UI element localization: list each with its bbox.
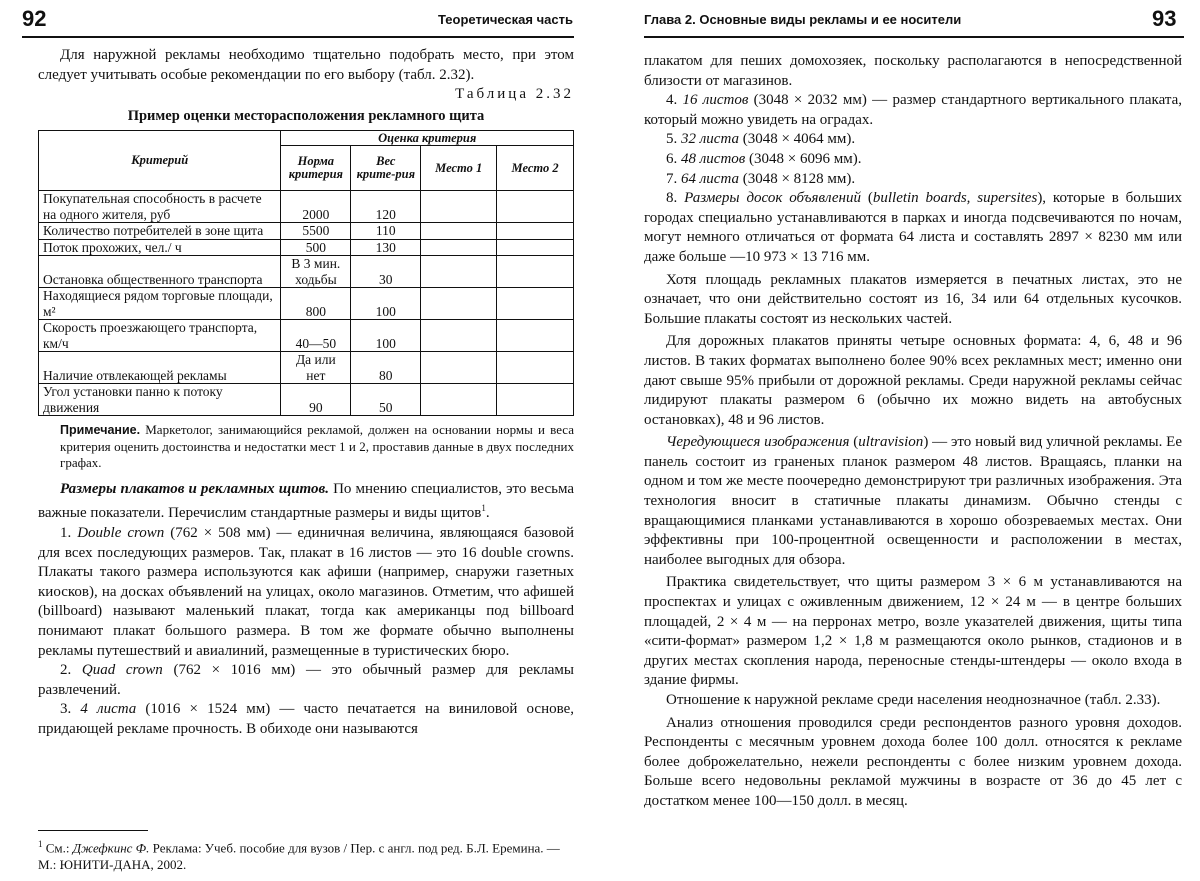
item-name: 48 листов [681, 150, 746, 167]
criterion-cell: Наличие отвлекающей рекламы [39, 352, 281, 384]
place1-cell [421, 191, 497, 223]
criterion-cell: Находящиеся рядом торговые площади, м² [39, 288, 281, 320]
item-name: Размеры досок объявлений [684, 190, 861, 207]
footnote-ref: 1 [481, 503, 486, 514]
weight-cell: 80 [351, 352, 421, 384]
table-title: Пример оценки месторасположения рекламного щита [127, 107, 485, 124]
place1-cell [421, 256, 497, 288]
criterion-cell: Остановка общественного транспорта [39, 256, 281, 288]
place1-cell [421, 352, 497, 384]
table-row [39, 239, 574, 256]
item-name: 32 листа [681, 131, 739, 148]
left-body [38, 46, 574, 740]
criterion-cell: Поток прохожих, чел./ ч [39, 239, 281, 256]
paragraph: Отношение к наружной рекламе среди населения неоднозначное (табл. 2.33). [666, 692, 1161, 708]
norm-cell: 90 [281, 384, 351, 416]
paren: ( [867, 190, 873, 207]
item-number: 5. [666, 131, 678, 148]
paragraph-text: ) — это новый вид уличной рекламы. Ее панель состоит из граненых планок размером 48 листов. Вращаясь, планки на одном и том же месте поочередно демонстрируют три различных изображения. Эта технология вносит в статичные плакаты динамизм. Обычно стенды с вращающимися планками устанавливаются в хорошо обозреваемых местах. Они эффективны при 100-процентной освещенности и расположении в местах, наиболее выгодных для обзора. [644, 434, 1182, 568]
paragraph: Практика свидетельствует, что щиты размером 3 × 6 м устанавливаются на проспектах и улицах с оживленным движением, 12 × 24 м — в центре больших площадей, 2 × 4 м — на перронах метро, возле указателей движения, щиты типа «сити-формат» размером 1,2 × 1,8 м размещаются около рынков, стадионов и в других местах скопления народа, переносные стенды-штендеры — около входа в здание фирмы. [644, 574, 1182, 689]
place1-cell [421, 384, 497, 416]
place1-cell [421, 320, 497, 352]
term: Чередующиеся изображения [666, 434, 850, 451]
table-row [39, 223, 574, 240]
norm-cell: В 3 мин. ходьбы [281, 256, 351, 288]
item-text: ), которые в больших городах специально устанавливаются в парках и иногда подсвечиваются по ночам, могут немного отличаться от формата 64 листа и составлять 2897 × 8230 мм или даже больше —10 973 × 13 716 мм. [644, 190, 1183, 265]
table-row [39, 384, 574, 416]
header-rule [22, 36, 574, 38]
intro-paragraph: Для наружной рекламы необходимо тщательно подобрать место, при этом следует учитывать особые рекомендации по его выбору (табл. 2.32). [38, 47, 574, 83]
list-item [644, 189, 1182, 267]
item-name: 4 листа [80, 701, 137, 718]
item-text: (3048 × 2032 мм) — размер стандартного вертикального плаката, который можно увидеть на оградах. [644, 92, 1183, 128]
table-row [39, 256, 574, 288]
item-text: (3048 × 4064 мм). [742, 131, 856, 148]
col-weight: Вес крите-рия [351, 146, 421, 191]
footnote-mark: 1 [38, 839, 43, 849]
paren: ( [853, 434, 859, 451]
item-number: 4. [666, 92, 678, 109]
norm-cell: 500 [281, 239, 351, 256]
weight-cell: 120 [351, 191, 421, 223]
table-row [39, 288, 574, 320]
page-number: 92 [22, 6, 47, 31]
paragraph: Анализ отношения проводился среди респондентов разного уровня доходов. Респонденты с месячным уровнем дохода более 100 долл. относятся к рекламе более доброжелательно, нежели респонденты с более низким уровнем дохода. Больше всего недовольны рекламой мужчины в возрасте от 36 до 45 лет с достатком менее 100—150 долл. в месяц. [644, 714, 1182, 809]
place2-cell [497, 223, 574, 240]
place1-cell [421, 239, 497, 256]
sizes-heading: Размеры плакатов и рекламных щитов. [60, 480, 329, 497]
place2-cell [497, 320, 574, 352]
place1-cell [421, 288, 497, 320]
norm-cell: 5500 [281, 223, 351, 240]
item-number: 2. [60, 662, 72, 679]
list-item [38, 524, 574, 661]
item-text: (762 × 1016 мм) — это обычный размер для рекламы развлечений. [38, 662, 575, 698]
list-item [38, 700, 574, 739]
col-place1: Место 1 [421, 146, 497, 191]
criterion-cell: Покупательная способность в расчете на одного жителя, руб [39, 191, 281, 223]
place2-cell [497, 191, 574, 223]
place2-cell [497, 256, 574, 288]
item-number: 7. [666, 170, 678, 187]
criterion-cell: Количество потребителей в зоне щита [39, 223, 281, 240]
col-place2: Место 2 [497, 146, 574, 191]
footnote [38, 836, 574, 873]
paragraph: Хотя площадь рекламных плакатов измеряется в печатных листах, это не означает, что они действительно состоят из 16, 34 или 64 отдельных кусочков. Большие плакаты состоят из нескольких частей. [644, 271, 1182, 327]
paragraph: Для дорожных плакатов приняты четыре основных формата: 4, 6, 48 и 96 листов. В таких форматах выполнено более 90% всех рекламных мест; именно они дают свыше 95% прибыли от дорожной рекламы. Среди наружной рекламы сейчас лидируют плакаты размером 6 (обычно их можно видеть на автобусных остановках), 48 и 96 листов. [644, 333, 1182, 428]
note-text: Маркетолог, занимающийся рекламой, должен на основании нормы и веса критерия оценить достоинства и недостатки мест 1 и 2, проставив данные в двух последних графах. [60, 422, 575, 471]
weight-cell: 30 [351, 256, 421, 288]
table-note [38, 422, 574, 472]
list-item [644, 170, 1182, 190]
norm-cell: Да или нет [281, 352, 351, 384]
item-name: 64 листа [681, 170, 739, 187]
item-number: 6. [666, 150, 678, 167]
footnote-text: Реклама: Учеб. пособие для вузов / Пер. с англ. под ред. Б.Л. Еремина. — М.: ЮНИТИ-ДАНА, 2002. [38, 840, 560, 873]
running-head: Глава 2. Основные виды рекламы и ее носители [644, 12, 962, 27]
place1-cell [421, 223, 497, 240]
place2-cell [497, 352, 574, 384]
weight-cell: 100 [351, 320, 421, 352]
criterion-cell: Скорость проезжающего транспорта, км/ч [39, 320, 281, 352]
english-term: ultravision [858, 434, 924, 451]
note-label: Примечание. [60, 423, 141, 438]
sizes-intro: По мнению специалистов, это весьма важные показатели. Перечислим стандартные размеры и виды щитов [38, 480, 575, 522]
col-criterion: Критерий [39, 131, 281, 191]
item-number: 8. [666, 190, 678, 207]
item-name: Quad crown [81, 662, 163, 679]
item-english-term: bulletin boards, supersites [872, 190, 1038, 207]
weight-cell: 110 [351, 223, 421, 240]
weight-cell: 100 [351, 288, 421, 320]
place2-cell [497, 239, 574, 256]
list-item [38, 661, 574, 700]
item-text: (3048 × 8128 мм). [742, 170, 856, 187]
place2-cell [497, 288, 574, 320]
weight-cell: 50 [351, 384, 421, 416]
norm-cell: 2000 [281, 191, 351, 223]
footnote-prefix: См.: [45, 840, 70, 856]
col-norm: Норма критерия [281, 146, 351, 191]
table-row [39, 352, 574, 384]
item-name: 16 листов [682, 92, 749, 109]
table-row [39, 191, 574, 223]
running-head: Теоретическая часть [438, 12, 573, 27]
place2-cell [497, 384, 574, 416]
item-number: 1. [60, 525, 72, 542]
item-number: 3. [60, 701, 72, 718]
paragraph [644, 433, 1182, 570]
continued-paragraph: плакатом для пеших домохозяек, поскольку располагаются в непосредственной близости от магазинов. [644, 53, 1182, 89]
group-header: Оценка критерия [281, 131, 574, 146]
list-item [644, 150, 1182, 170]
item-text: (1016 × 1524 мм) — часто печатается на виниловой основе, придающей рекламе прочность. В обиходе они называются [38, 701, 575, 737]
item-name: Double crown [77, 525, 165, 542]
page-number: 93 [1152, 6, 1177, 31]
footnote-author: Джефкинс Ф. [72, 840, 150, 856]
right-body [644, 52, 1182, 812]
footnote-rule [38, 830, 148, 831]
item-text: (3048 × 6096 мм). [749, 150, 862, 167]
table-number: Таблица 2.32 [455, 86, 574, 103]
table-row [39, 320, 574, 352]
sizes-paragraph: Размеры плакатов и рекламных щитов. По мнению специалистов, это весьма важные показатели. Перечислим стандартные размеры и виды щитов$^1$. [38, 480, 575, 522]
location-table [38, 130, 574, 416]
list-item [644, 130, 1182, 150]
right-page [600, 0, 1200, 881]
item-text: (762 × 508 мм) — единичная величина, являющаяся базовой для всех последующих размеров. Так, плакат в 16 листов — это 16 double crowns. Плакаты такого размера используются как афиши (например, снаружи газетных киосков), на досках объявлений на улицах, около магазинов. Отметим, что афишей (billboard) называют маленький плакат, тогда как американцы под billboard понимают плакат большого размера. В том же формате обычно выполнены рекламы путешествий и авиалиний, размещенные в туристических бюро. [38, 525, 575, 659]
header-rule [644, 36, 1184, 38]
weight-cell: 130 [351, 239, 421, 256]
norm-cell: 800 [281, 288, 351, 320]
list-item [644, 91, 1182, 130]
criterion-cell: Угол установки панно к потоку движения [39, 384, 281, 416]
norm-cell: 40—50 [281, 320, 351, 352]
